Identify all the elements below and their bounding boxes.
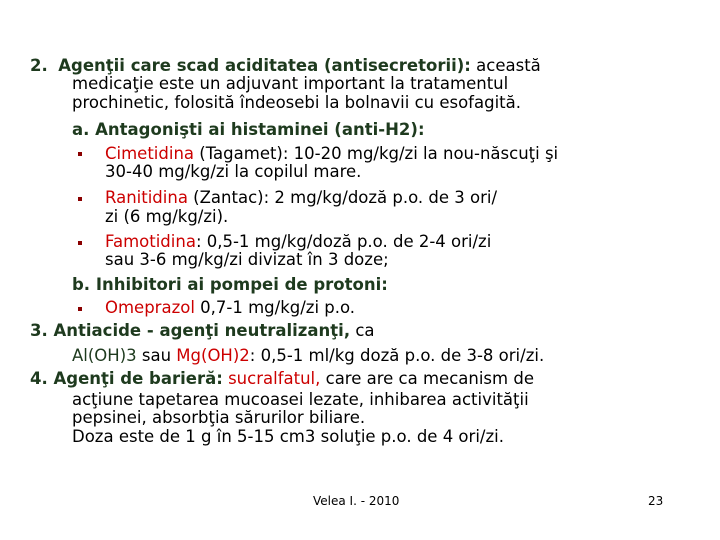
item2-line-2: medicaţie este un adjuvant important la tratamentul [72, 74, 509, 93]
item3-connector: sau [136, 346, 177, 365]
drug-name-aloh3: Al(OH)3 [72, 346, 137, 365]
drug-dose-text: (Zantac): 2 mg/kg/doză p.o. de 3 ori/ [187, 188, 498, 207]
drug-name-famotidina: Famotidina [105, 232, 196, 251]
drug-omeprazol-line [105, 299, 355, 317]
page-number: 23 [648, 494, 664, 508]
subheading-ppi: b. Inhibitori ai pompei de protoni: [72, 275, 388, 294]
footer-author: Velea I. - 2010 [313, 494, 400, 508]
drug-name-mgoh2: Mg(OH)2 [176, 346, 250, 365]
item2-text-1: această [470, 56, 541, 75]
item2-line-3: prochinetic, folosită îndeosebi la bolnavii cu esofagită. [72, 93, 521, 112]
drug-dose-text: (Tagamet): 10-20 mg/kg/zi la nou-născuţi şi [194, 144, 559, 163]
item4-line-2: acţiune tapetarea mucoasei lezate, inhibarea activităţii [72, 390, 529, 409]
item2-heading: Agenţii care scad aciditatea (antisecretorii): [58, 56, 471, 75]
drug-name-cimetidina: Cimetidina [105, 144, 195, 163]
drug-ranitidina-line-2: zi (6 mg/kg/zi). [105, 207, 229, 226]
item3-text: ca [350, 321, 375, 340]
drug-ranitidina-line-1 [105, 189, 497, 207]
item2-line-1 [30, 57, 541, 75]
subheading-h2-antagonists: a. Antagonişti ai histaminei (anti-H2): [72, 120, 425, 139]
drug-cimetidina-line-2: 30-40 mg/kg/zi la copilul mare. [105, 162, 362, 181]
item4-text: care are ca mecanism de [320, 369, 534, 388]
drug-dose-text: 0,7-1 mg/kg/zi p.o. [194, 298, 356, 317]
item3-line-1 [30, 322, 375, 340]
bullet-icon [78, 197, 82, 201]
item3-dose-text: : 0,5-1 ml/kg doză p.o. de 3-8 ori/zi. [249, 346, 545, 365]
bullet-icon [78, 152, 82, 156]
drug-name-omeprazol: Omeprazol [105, 298, 195, 317]
bullet-icon [78, 241, 82, 245]
drug-famotidina-line-1 [105, 233, 491, 251]
item4-line-4: Doza este de 1 g în 5-15 cm3 soluţie p.o. de 4 ori/zi. [72, 427, 504, 446]
item2-number: 2. [30, 56, 48, 75]
drug-famotidina-line-2: sau 3-6 mg/kg/zi divizat în 3 doze; [105, 250, 389, 269]
bullet-icon [78, 307, 82, 311]
item4-line-1 [30, 370, 534, 388]
item3-line-2 [72, 347, 544, 365]
item3-heading: 3. Antiacide - agenţi neutralizanţi, [30, 321, 351, 340]
drug-name-ranitidina: Ranitidina [105, 188, 188, 207]
drug-name-sucralfat: sucralfatul, [222, 369, 321, 388]
drug-cimetidina-line-1 [105, 145, 558, 163]
item4-line-3: pepsinei, absorbţia sărurilor biliare. [72, 408, 366, 427]
drug-dose-text: : 0,5-1 mg/kg/doză p.o. de 2-4 ori/zi [195, 232, 492, 251]
item4-heading: 4. Agenţi de barieră: [30, 369, 223, 388]
